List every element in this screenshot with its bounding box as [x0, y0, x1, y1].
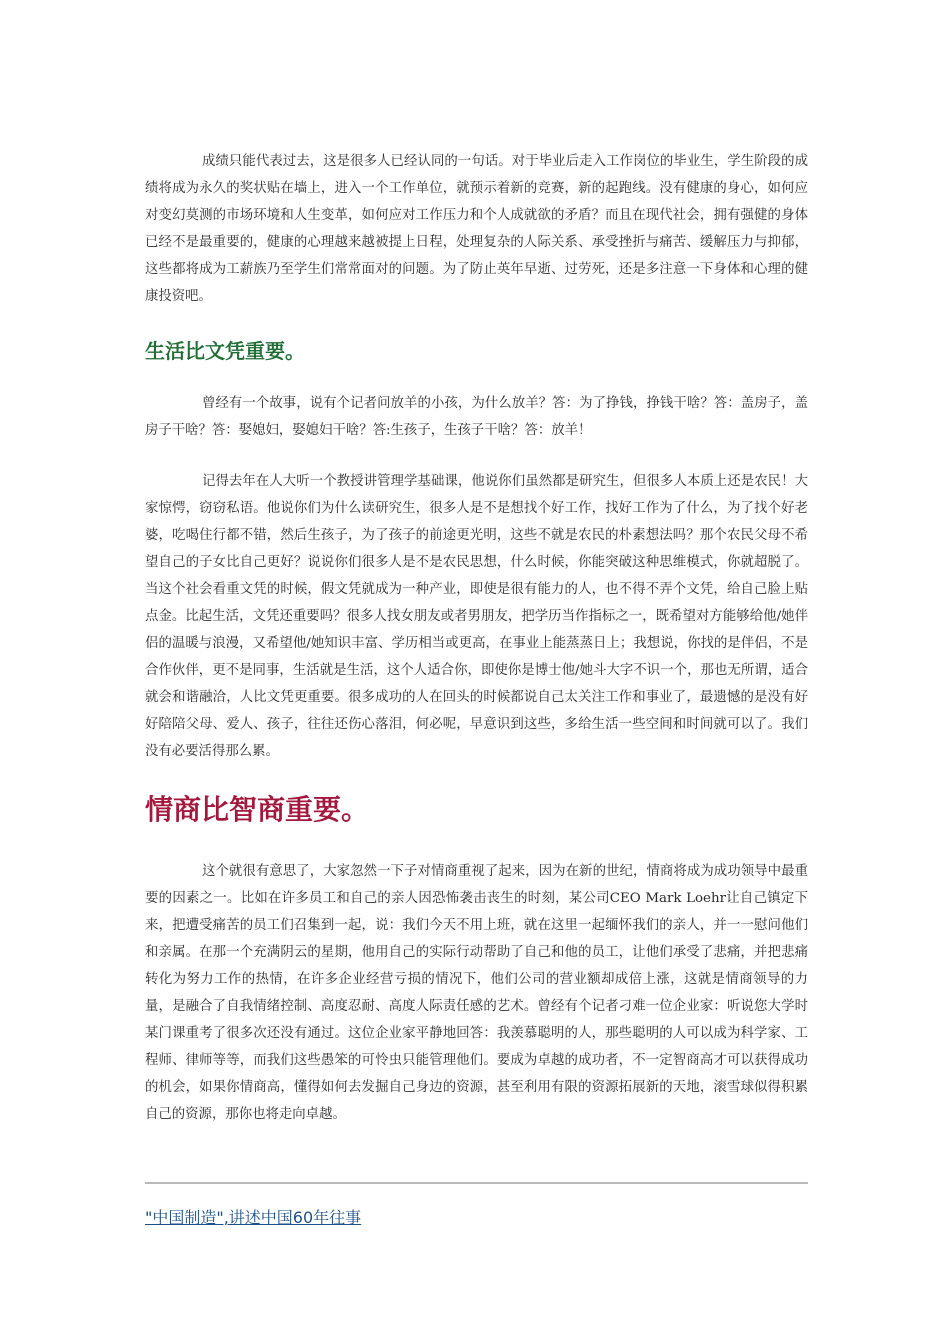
spacer — [145, 1184, 808, 1206]
intro-paragraph: 成绩只能代表过去，这是很多人已经认同的一句话。对于毕业后走入工作岗位的毕业生，学生阶段的成绩将成为永久的奖状贴在墙上，进入一个工作单位，就预示着新的竞赛，新的起跑线。没有健康的身心，如何应对变幻莫测的市场环境和人生变革，如何应对工作压力和个人成就欲的矛盾？而且在现代社会，拥有强健的身体已经不是最重要的，健康的心理越来越被提上日程，处理复杂的人际关系、承受挫折与痛苦、缓解压力与抑郁，这些都将成为工薪族乃至学生们常常面对的问题。为了防止英年早逝、过劳死，还是多注意一下身体和心理的健康投资吧。 — [145, 154, 808, 304]
section-heading-eq: 情商比智商重要。 — [145, 793, 370, 826]
spacer — [145, 365, 808, 390]
spacer — [145, 828, 808, 858]
section-heading-life: 生活比文凭重要。 — [145, 339, 305, 363]
life-paragraph: 记得去年在人大听一个教授讲管理学基础课，他说你们虽然都是研究生，但很多人本质上还是农民！大家惊愕，窃窃私语。他说你们为什么读研究生，很多人是不是想找个好工作，找好工作为了什么，为了找个好老婆，吃喝住行都不错，然后生孩子，为了孩子的前途更光明，这些不就是农民的朴素想法吗？那个农民父母不希望自己的子女比自己更好？说说你们很多人是不是农民思想，什么时候，你能突破这种思维模式，你就超脱了。当这个社会看重文凭的时候，假文凭就成为一种产业，即使是很有能力的人，也不得不弄个文凭，给自己脸上贴点金。比起生活，文凭还重要吗？很多人找女朋友或者男朋友，把学历当作指标之一，既希望对方能够给他/她伴侣的温暖与浪漫，又希望他/她知识丰富、学历相当或更高，在事业上能蒸蒸日上；我想说，你找的是伴侣，不是合作伙伴，更不是同事，生活就是生活，这个人适合你，即使你是博士他/她斗大字不识一个，那也无所谓，适合就会和谐融洽，人比文凭更重要。很多成功的人在回头的时候都说自己太关注工作和事业了，最遗憾的是没有好好陪陪父母、爱人、孩子，往往还伤心落泪，何必呢，早意识到这些，多给生活一些空间和时间就可以了。我们没有必要活得那么累。 — [145, 474, 808, 759]
story-paragraph: 曾经有一个故事，说有个记者问放羊的小孩，为什么放羊？答：为了挣钱，挣钱干啥？答：盖房子，盖房子干啥？答：娶媳妇，娶媳妇干啥？答:生孩子，生孩子干啥？答：放羊！ — [145, 396, 808, 438]
spacer — [145, 444, 808, 468]
spacer — [145, 1128, 808, 1182]
spacer — [145, 765, 808, 792]
spacer — [145, 310, 808, 337]
related-article-link[interactable]: "中国制造",讲述中国60年往事 — [145, 1208, 362, 1227]
eq-paragraph: 这个就很有意思了，大家忽然一下子对情商重视了起来，因为在新的世纪，情商将成为成功领导中最重要的因素之一。比如在许多员工和自己的亲人因恐怖袭击丧生的时刻，某公司CEO Mark Loehr让自己镇定下来，把遭受痛苦的员工们召集到一起，说：我们今天不用上班，就在这里一起缅怀我们的亲人，并一一慰问他们和亲属。在那一个充满阴云的星期，他用自己的实际行动帮助了自己和他的员工，让他们承受了悲痛，并把悲痛转化为努力工作的热情，在许多企业经营亏损的情况下，他们公司的营业额却成倍上涨，这就是情商领导的力量，是融合了自我情绪控制、高度忍耐、高度人际责任感的艺术。曾经有个记者刁难一位企业家：听说您大学时某门课重考了很多次还没有通过。这位企业家平静地回答：我羡慕聪明的人，那些聪明的人可以成为科学家、工程师、律师等等，而我们这些愚笨的可怜虫只能管理他们。要成为卓越的成功者，不一定智商高才可以获得成功的机会，如果你情商高，懂得如何去发掘自己身边的资源，甚至利用有限的资源拓展新的天地，滚雪球似得积累自己的资源，那你也将走向卓越。 — [145, 864, 808, 1122]
article-body — [145, 148, 808, 1230]
